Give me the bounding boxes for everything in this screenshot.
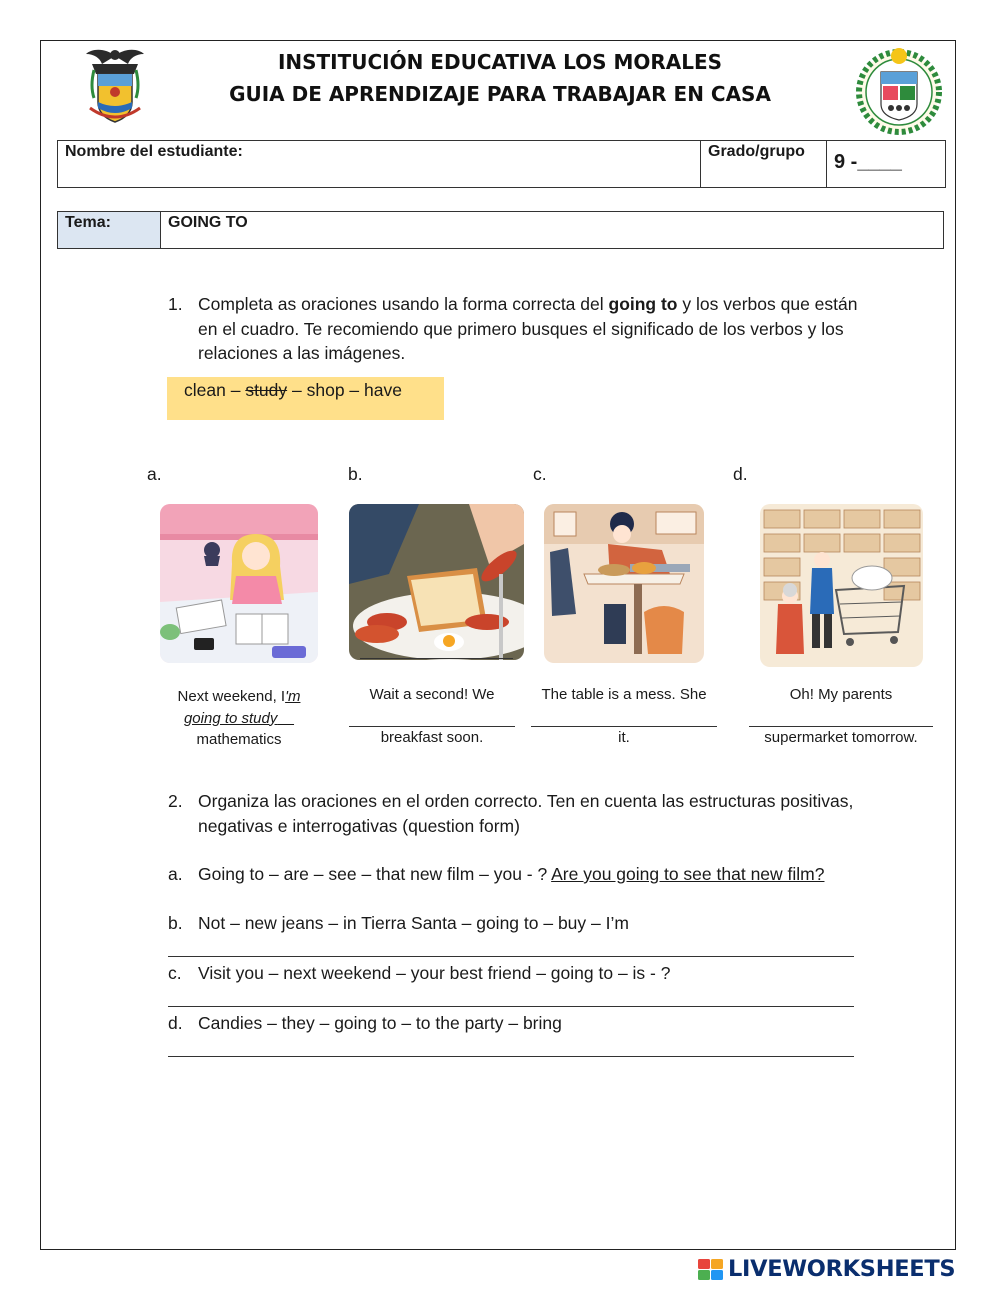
topic-label: Tema:	[65, 214, 111, 231]
verb-study-struck: study	[245, 380, 288, 400]
item-d-caption	[748, 684, 934, 749]
exercise-1-text-a: Completa as oraciones usando la forma correcta del	[198, 294, 609, 314]
grade-label: Grado/grupo	[708, 143, 805, 160]
exercise-1-instruction	[168, 292, 858, 366]
school-seal-icon	[853, 44, 945, 136]
exercise-2-number: 2.	[168, 791, 183, 811]
item-a-answer-field[interactable]: 'm going to study	[183, 688, 301, 727]
item-c-answer-blank[interactable]	[531, 706, 717, 728]
student-info-table	[57, 140, 946, 188]
item-c-line3: it.	[618, 729, 630, 746]
item-d-line1: Oh! My parents	[789, 686, 893, 703]
item-a-caption	[167, 686, 311, 751]
breakfast-plate-line	[360, 658, 513, 659]
sentence-c-prompt: Visit you – next weekend – your best friend – going to – is - ?	[198, 963, 671, 983]
sentence-b	[168, 911, 858, 935]
liveworksheets-logo	[698, 1256, 994, 1284]
item-c-line1: The table is a mess. She	[541, 686, 707, 703]
grade-label-cell	[701, 141, 827, 188]
colombia-coat-of-arms-icon	[84, 46, 146, 128]
item-a-sentence-start: Next weekend, I	[177, 688, 286, 705]
item-c-letter: c.	[533, 464, 547, 484]
sentence-b-answer-line[interactable]	[168, 956, 854, 957]
grade-value: 9 -____	[834, 151, 902, 173]
verb-separator: –	[287, 380, 307, 400]
verb-have: have	[364, 380, 402, 400]
sentence-d-answer-line[interactable]	[168, 1056, 854, 1057]
verb-clean: clean	[184, 380, 226, 400]
item-c-caption	[530, 684, 718, 749]
guide-title-heading: GUIA DE APRENDIZAJE PARA TRABAJAR EN CASA	[229, 82, 771, 106]
sentence-b-prompt: Not – new jeans – in Tierra Santa – going to – buy – I’m	[198, 913, 629, 933]
item-b-letter: b.	[348, 464, 363, 484]
item-a-line1	[167, 686, 311, 729]
girl-studying-illustration	[160, 504, 318, 663]
liveworksheets-tiles-icon	[698, 1259, 724, 1281]
topic-table	[57, 211, 944, 249]
item-a-underline-tail	[277, 710, 294, 727]
verb-shop: shop	[306, 380, 345, 400]
sentence-d-letter: d.	[168, 1013, 183, 1033]
student-name-label: Nombre del estudiante:	[65, 143, 243, 160]
topic-value: GOING TO	[168, 214, 248, 231]
sentence-d-prompt: Candies – they – going to – to the party – bring	[198, 1013, 562, 1033]
supermarket-illustration	[760, 504, 923, 667]
item-b-caption	[348, 684, 516, 749]
sentence-b-letter: b.	[168, 913, 183, 933]
item-d-answer-blank[interactable]	[749, 706, 933, 728]
sentence-a	[168, 862, 858, 886]
verb-separator: –	[344, 380, 365, 400]
sentence-a-answer-field[interactable]: Are you going to see that new film?	[551, 864, 825, 884]
item-d-line3: supermarket tomorrow.	[764, 729, 918, 746]
sentence-c	[168, 961, 858, 985]
sentence-a-prompt: Going to – are – see – that new film – you - ?	[198, 864, 552, 884]
liveworksheets-wordmark: LIVEWORKSHEETS	[728, 1256, 956, 1282]
verb-word-box	[167, 377, 444, 420]
sentence-a-letter: a.	[168, 864, 183, 884]
item-b-line1: Wait a second! We	[369, 686, 495, 703]
item-b-line3: breakfast soon.	[380, 729, 484, 746]
item-a-line3: mathematics	[196, 731, 282, 748]
item-a-letter: a.	[147, 464, 162, 484]
sentence-d	[168, 1011, 858, 1035]
grade-value-field[interactable]	[827, 141, 946, 188]
school-name-heading: INSTITUCIÓN EDUCATIVA LOS MORALES	[277, 50, 723, 74]
breakfast-plate-illustration	[349, 504, 524, 660]
exercise-1-text-b: y los verbos que están en el cuadro. Te recomiendo que primero busques el significado de los verbos y los relaciones a las imágenes.	[198, 294, 858, 363]
exercise-2-instruction	[168, 789, 858, 838]
messy-table-illustration	[544, 504, 704, 663]
topic-label-cell	[58, 212, 161, 249]
sentence-c-answer-line[interactable]	[168, 1006, 854, 1007]
item-b-answer-blank[interactable]	[349, 706, 515, 728]
verb-separator: –	[225, 380, 246, 400]
item-d-letter: d.	[733, 464, 748, 484]
student-name-field[interactable]	[58, 141, 701, 188]
exercise-1-number: 1.	[168, 294, 183, 314]
exercise-1-text-bold: going to	[608, 294, 678, 314]
exercise-2-text: Organiza las oraciones en el orden correcto. Ten en cuenta las estructuras positivas, negativas e interrogativas (question form)	[198, 791, 854, 836]
sentence-c-letter: c.	[168, 963, 182, 983]
topic-value-cell	[161, 212, 944, 249]
